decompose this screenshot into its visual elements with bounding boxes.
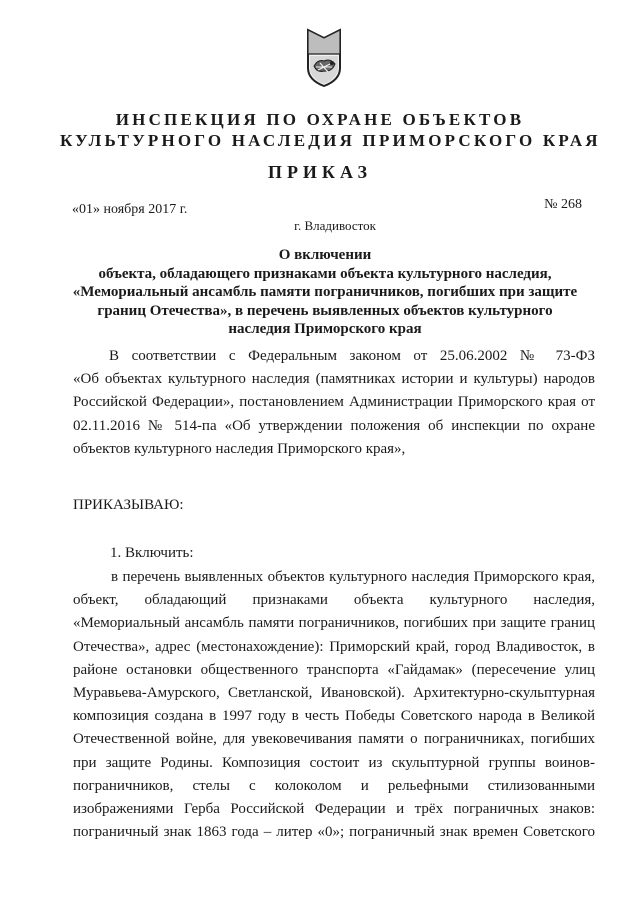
body-line: Муравьева-Амурского, Светланской, Ивановской). Архитектурно-скульптурная <box>73 685 595 702</box>
preamble-line: Российской Федерации», постановлением Администрации Приморского края от <box>73 394 595 411</box>
preamble-line: объектов культурного наследия Приморского края», <box>73 440 406 457</box>
body-line: Отечественной войне, для увековечивания памяти о пограничниках, погибших <box>73 731 595 748</box>
agency-name-line-1: ИНСПЕКЦИЯ ПО ОХРАНЕ ОБЪЕКТОВ <box>115 110 525 129</box>
body-line: пограничный знак 1863 года – литер «0»; пограничный знак времен Советского <box>73 824 595 841</box>
order-directive: ПРИКАЗЫВАЮ: <box>73 497 184 513</box>
heading-line: «Мемориальный ансамбль памяти пограничников, погибших при защите <box>72 284 578 300</box>
coat-of-arms-emblem <box>302 28 346 88</box>
order-date: «01» ноября 2017 г. <box>72 202 188 217</box>
order-heading <box>60 246 590 339</box>
body-line: при защите Родины. Композиция состоит из скульптурной группы воинов- <box>73 754 595 771</box>
heading-line: О включении <box>278 247 372 263</box>
item-1-label: 1. Включить: <box>110 545 194 561</box>
preamble-line: «Об объектах культурного наследия (памятниках истории и культуры) народов <box>73 371 595 388</box>
heading-line: границ Отечества», в перечень выявленных объектов культурного <box>97 302 553 319</box>
preamble-line: 02.11.2016 № 514-па «Об утверждении положения об инспекции по охране <box>73 417 595 434</box>
preamble-paragraph <box>73 345 595 461</box>
body-line: районе остановки общественного транспорта «Гайдамак» (пересечение улиц <box>73 661 595 678</box>
heading-line: наследия Приморского края <box>228 321 422 337</box>
order-title: ПРИКАЗ <box>267 162 373 182</box>
body-line: «Мемориальный ансамбль памяти пограничников, погибших при защите границ <box>73 615 595 632</box>
body-line: объект, обладающий признаками объекта культурного наследия, <box>73 592 595 609</box>
body-line: пограничников, стелы с колоколом и рельефными стилизованными <box>73 777 595 794</box>
order-city: г. Владивосток <box>294 218 376 233</box>
body-line: композиция создана в 1997 году в честь Победы Советского народа в Великой <box>73 708 595 725</box>
body-line: в перечень выявленных объектов культурного наследия Приморского края, <box>111 569 595 585</box>
order-number: № 268 <box>544 197 582 212</box>
heading-line: объекта, обладающего признаками объекта культурного наследия, <box>98 265 552 282</box>
body-line: Отечества», адрес (местонахождение): Приморский край, город Владивосток, в <box>73 638 595 655</box>
item-1-body <box>73 566 595 844</box>
tiger-shield-icon <box>302 28 346 88</box>
body-line: изображениями Герба Российской Федерации и трёх пограничных знаков: <box>73 801 595 818</box>
preamble-line: В соответствии с Федеральным законом от 25.06.2002 № 73-ФЗ <box>109 348 595 364</box>
agency-name-line-2: КУЛЬТУРНОГО НАСЛЕДИЯ ПРИМОРСКОГО КРАЯ <box>60 131 601 150</box>
